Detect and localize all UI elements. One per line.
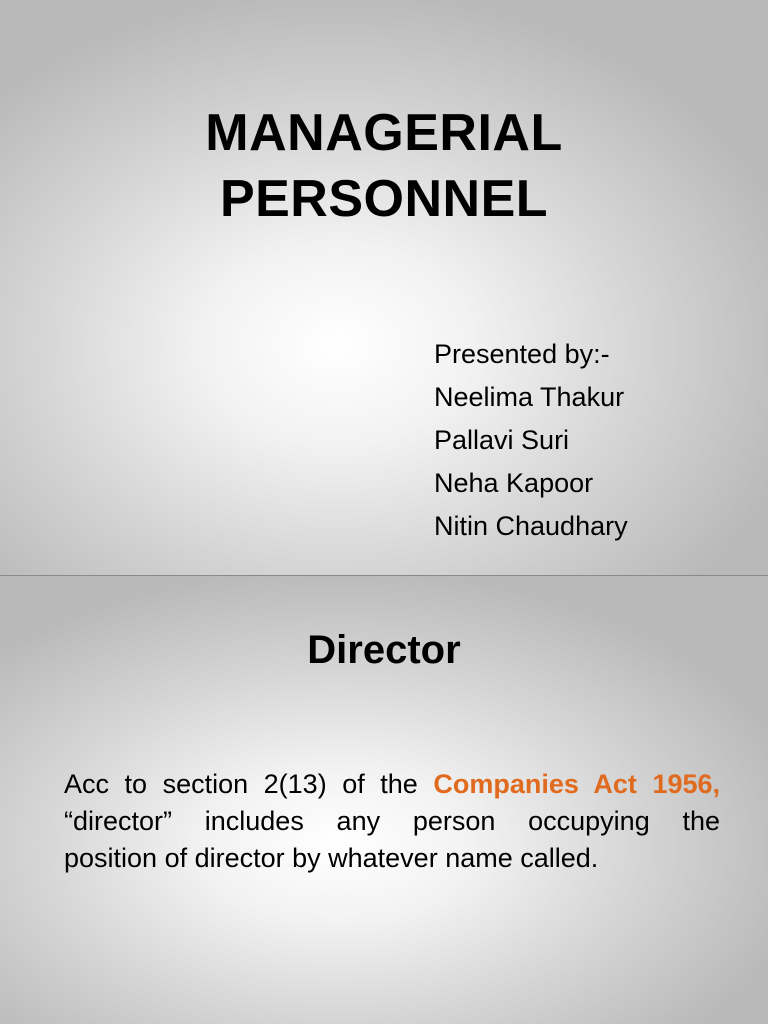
paragraph-line-2: “director” includes any person occupying the xyxy=(64,806,720,836)
title-line-1: MANAGERIAL xyxy=(205,104,563,162)
presenter-name: Neelima Thakur xyxy=(434,382,625,412)
title-line-2: PERSONNEL xyxy=(219,170,549,228)
slide-director xyxy=(0,576,768,1024)
slide-title-heading xyxy=(0,100,768,232)
paragraph-line-3: position of director by whatever name called. xyxy=(64,843,599,873)
presenter-name: Nitin Chaudhary xyxy=(434,511,628,541)
presented-by-label: Presented by:- xyxy=(434,339,610,369)
act-reference-highlight: Companies Act 1956, xyxy=(433,769,721,799)
slide-heading: Director xyxy=(307,628,461,672)
presenters-block xyxy=(434,333,628,548)
definition-paragraph xyxy=(64,766,720,877)
presenter-name: Pallavi Suri xyxy=(434,425,570,455)
paragraph-line-1 xyxy=(64,766,720,803)
paragraph-prefix: Acc to section 2(13) of the xyxy=(64,769,434,799)
presenter-name: Neha Kapoor xyxy=(434,468,594,498)
